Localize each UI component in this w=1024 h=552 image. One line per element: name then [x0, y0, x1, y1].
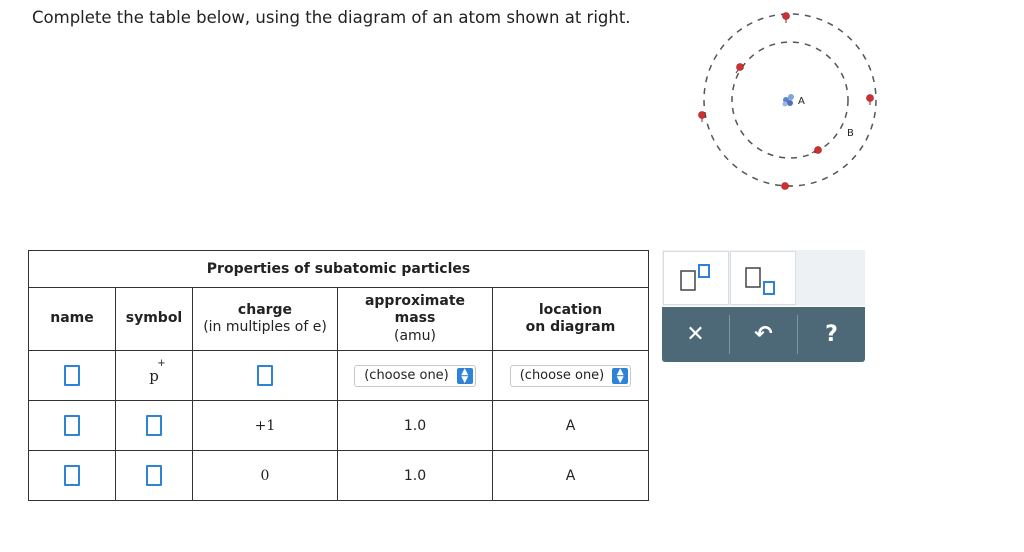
name-cell	[29, 401, 116, 451]
mass-value: 1.0	[338, 451, 493, 501]
location-select[interactable]	[510, 365, 632, 387]
label-a: A	[798, 96, 805, 107]
location-value: A	[493, 451, 649, 501]
superscript-template-button[interactable]	[663, 251, 729, 305]
header-mass-line2: mass	[394, 310, 436, 327]
symbol-cell	[116, 451, 193, 501]
table-row	[29, 401, 649, 451]
mass-value: 1.0	[338, 401, 493, 451]
subscript-template-icon	[731, 252, 795, 304]
symbol-input[interactable]	[146, 415, 162, 436]
palette-template-bar	[662, 250, 865, 306]
subatomic-particles-table	[28, 250, 649, 501]
mass-cell	[338, 351, 493, 401]
clear-button[interactable]	[662, 307, 729, 362]
chevron-updown-icon: ▲ ▼	[612, 368, 628, 384]
mass-select[interactable]	[354, 365, 476, 387]
symbol-input[interactable]	[146, 465, 162, 486]
symbol-base: p	[149, 366, 159, 385]
location-value: A	[493, 401, 649, 451]
subscript-template-button[interactable]	[730, 251, 796, 305]
header-location	[493, 288, 649, 351]
undo-button[interactable]	[730, 307, 797, 362]
label-b: B	[847, 128, 854, 139]
palette-action-bar	[662, 307, 865, 362]
location-cell	[493, 351, 649, 401]
header-mass-line3: (amu)	[393, 327, 436, 344]
header-name: name	[29, 288, 116, 351]
name-input[interactable]	[64, 465, 80, 486]
header-mass	[338, 288, 493, 351]
close-icon: ✕	[686, 322, 705, 347]
header-symbol: symbol	[116, 288, 193, 351]
charge-cell	[193, 351, 338, 401]
charge-value: 0	[193, 451, 338, 501]
symbol-cell	[116, 351, 193, 401]
nucleus-icon	[783, 94, 795, 107]
location-select-value: (choose one)	[519, 368, 605, 383]
header-location-line1: location	[538, 301, 603, 318]
symbol-superscript: +	[157, 357, 166, 369]
name-cell	[29, 451, 116, 501]
atom-diagram	[690, 5, 890, 195]
undo-icon: ↶	[754, 322, 773, 347]
header-charge-line1: charge	[237, 301, 293, 318]
header-mass-line1: approximate	[364, 292, 466, 309]
name-input[interactable]	[64, 415, 80, 436]
mass-select-value: (choose one)	[364, 368, 449, 383]
name-input[interactable]	[64, 365, 80, 386]
charge-input[interactable]	[257, 365, 273, 386]
name-cell	[29, 351, 116, 401]
symbol-proton	[149, 357, 166, 385]
header-location-line2: on diagram	[525, 319, 616, 335]
header-charge	[193, 288, 338, 351]
help-button[interactable]	[798, 307, 865, 362]
header-charge-line2: (in multiples of e)	[203, 319, 327, 335]
charge-value: +1	[193, 401, 338, 451]
table-row	[29, 451, 649, 501]
help-icon: ?	[825, 322, 838, 347]
superscript-template-icon	[664, 252, 728, 304]
table-row	[29, 351, 649, 401]
symbol-cell	[116, 401, 193, 451]
input-palette	[662, 250, 865, 362]
question-prompt: Complete the table below, using the diagram of an atom shown at right.	[32, 8, 631, 27]
chevron-updown-icon: ▲ ▼	[457, 368, 473, 384]
table-title: Properties of subatomic particles	[29, 251, 649, 288]
